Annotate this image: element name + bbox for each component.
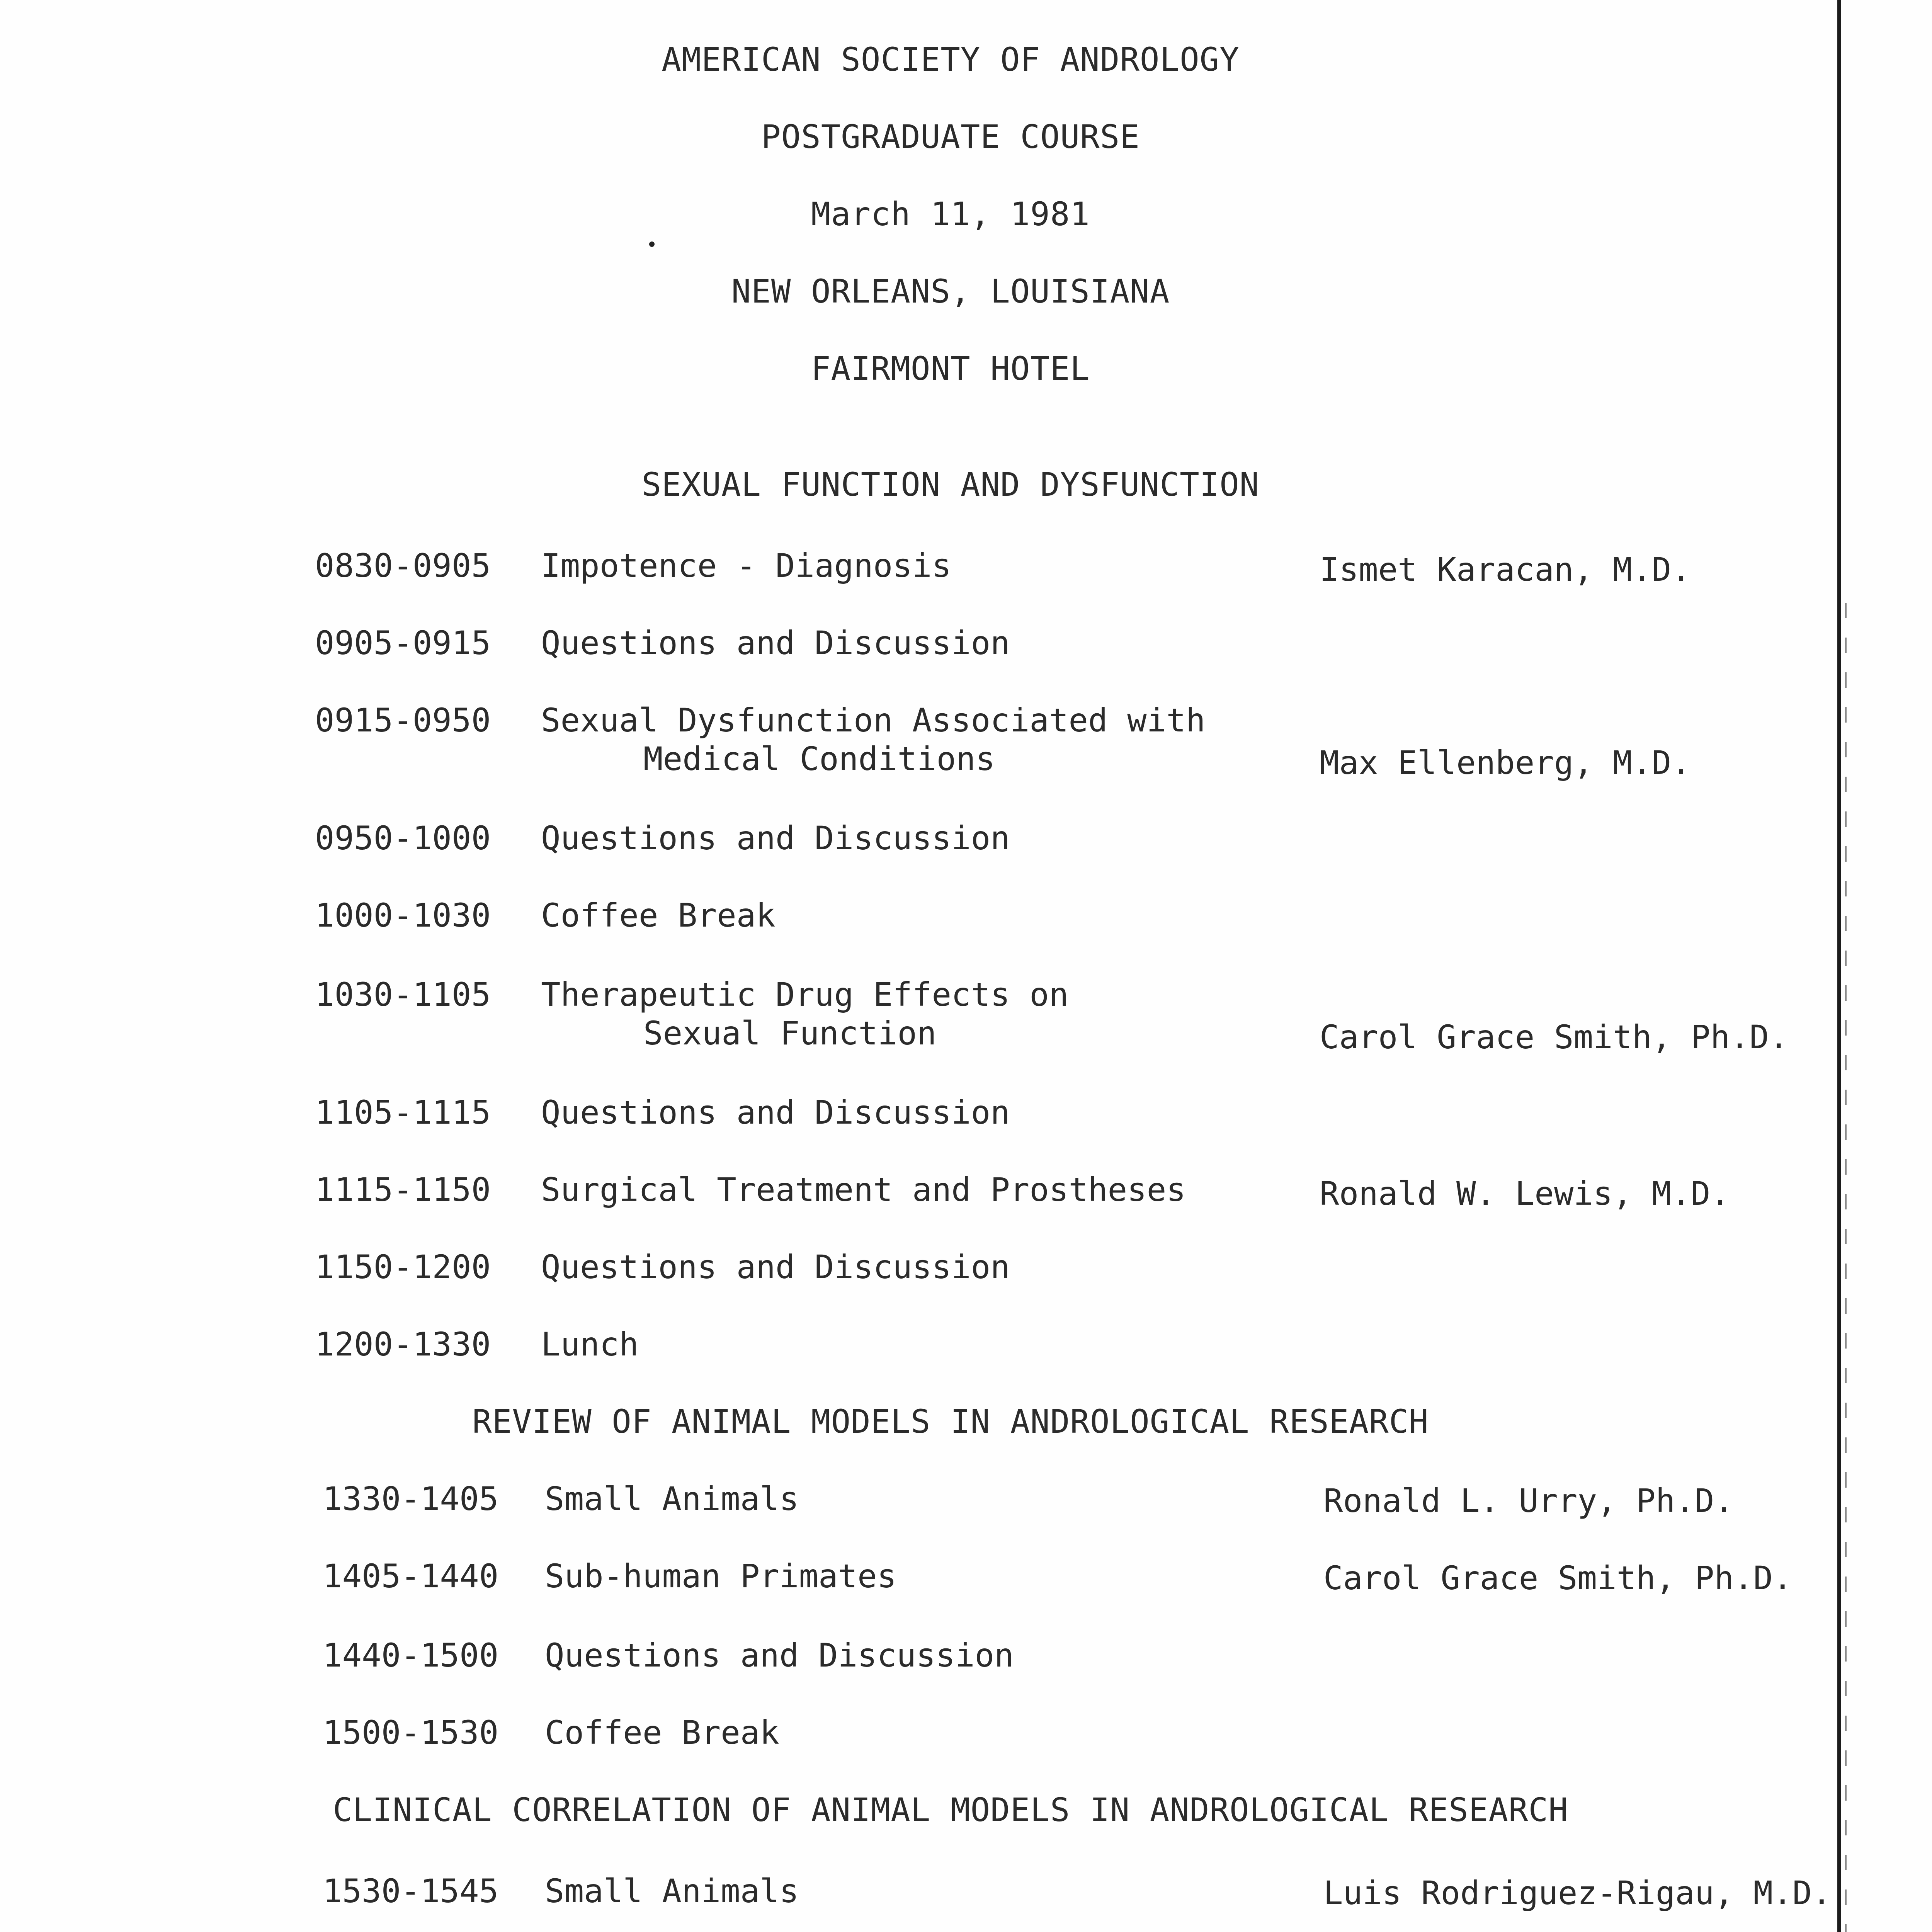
row-speaker: Max Ellenberg, M.D.: [1320, 744, 1691, 782]
scan-speck: [649, 242, 655, 247]
row-time: 1030-1105: [315, 976, 491, 1014]
section-title: CLINICAL CORRELATION OF ANIMAL MODELS IN ANDROLOGICAL RESEARCH: [333, 1791, 1568, 1829]
row-time: 1000-1030: [315, 896, 491, 934]
course-city: NEW ORLEANS, LOUISIANA: [731, 272, 1170, 310]
row-time: 1150-1200: [315, 1248, 491, 1286]
row-topic: Coffee Break: [541, 896, 776, 934]
row-topic: Questions and Discussion: [545, 1636, 1014, 1674]
row-time: 1440-1500: [323, 1636, 499, 1674]
row-time: 1530-1545: [323, 1872, 499, 1910]
row-speaker: Luis Rodriguez-Rigau, M.D.: [1323, 1874, 1832, 1912]
row-speaker: Ronald W. Lewis, M.D.: [1320, 1175, 1730, 1213]
row-speaker: Carol Grace Smith, Ph.D.: [1320, 1018, 1789, 1056]
organization-name: AMERICAN SOCIETY OF ANDROLOGY: [662, 41, 1240, 78]
row-topic: Surgical Treatment and Prostheses: [541, 1171, 1186, 1209]
row-time: 1115-1150: [315, 1171, 491, 1209]
row-speaker: Ronald L. Urry, Ph.D.: [1323, 1482, 1734, 1520]
course-venue: FAIRMONT HOTEL: [811, 350, 1090, 388]
section-title: REVIEW OF ANIMAL MODELS IN ANDROLOGICAL RESEARCH: [472, 1403, 1429, 1440]
course-date: March 11, 1981: [811, 195, 1090, 233]
row-topic: Lunch: [541, 1325, 639, 1363]
row-time: 0915-0950: [315, 701, 491, 739]
row-topic: Small Animals: [545, 1872, 799, 1910]
row-topic: Small Animals: [545, 1480, 799, 1518]
row-topic: Therapeutic Drug Effects on: [541, 976, 1069, 1014]
scan-edge-dashes: [1845, 603, 1847, 1932]
row-topic: Questions and Discussion: [541, 1094, 1010, 1131]
row-time: 1200-1330: [315, 1325, 491, 1363]
row-topic-continuation: Sexual Function: [643, 1014, 937, 1052]
row-speaker: Carol Grace Smith, Ph.D.: [1323, 1559, 1793, 1597]
scan-edge-line: [1837, 0, 1841, 1932]
row-time: 0905-0915: [315, 624, 491, 662]
row-time: 1105-1115: [315, 1094, 491, 1131]
row-topic: Questions and Discussion: [541, 624, 1010, 662]
row-time: 0830-0905: [315, 547, 491, 585]
row-time: 1500-1530: [323, 1714, 499, 1752]
row-topic: Sexual Dysfunction Associated with: [541, 701, 1206, 739]
row-time: 1330-1405: [323, 1480, 499, 1518]
row-topic: Impotence - Diagnosis: [541, 547, 952, 585]
course-title: POSTGRADUATE COURSE: [761, 118, 1140, 156]
row-topic: Sub-human Primates: [545, 1557, 897, 1595]
row-topic-continuation: Medical Conditions: [643, 740, 995, 778]
row-topic: Questions and Discussion: [541, 1248, 1010, 1286]
row-time: 1405-1440: [323, 1557, 499, 1595]
row-time: 0950-1000: [315, 819, 491, 857]
row-speaker: Ismet Karacan, M.D.: [1320, 551, 1691, 588]
section-title: SEXUAL FUNCTION AND DYSFUNCTION: [641, 466, 1260, 503]
row-topic: Coffee Break: [545, 1714, 779, 1752]
row-topic: Questions and Discussion: [541, 819, 1010, 857]
